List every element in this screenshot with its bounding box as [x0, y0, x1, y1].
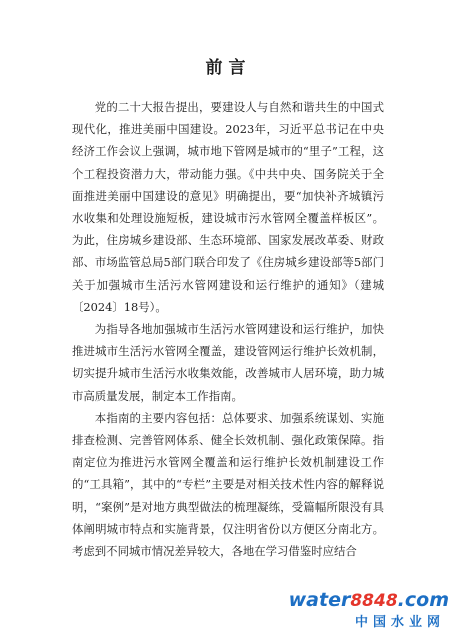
- paragraph-1: 党的二十大报告提出，要建设人与自然和谐共生的中国式现代化，推进美丽中国建设。2023年，习近平总书记在中央经济工作会议上强调，城市地下管网是城市的“里子”工程，这个工程投资潜力大，带动能力强。《中共中央、国务院关于全面推进美丽中国建设的意见》明确提出，要“加快补齐城镇污水收集和处理设施短板，建设城市污水管网全覆盖样板区”。为此，住房城乡建设部、生态环境部、国家发展改革委、财政部、市场监管总局5部门联合印发了《住房城乡建设部等5部门关于加强城市生活污水管网建设和运行维护的通知》（建城〔2024〕18号）。: [72, 100, 384, 314]
- paragraph-3: 本指南的主要内容包括：总体要求、加强系统谋划、实施排查检测、完善管网体系、健全长效机制、强化政策保障。指南定位为推进污水管网全覆盖和运行维护长效机制建设工作的“工具箱”，其中的“专栏”主要是对相关技术性内容的解释说明，“案例”是对地方典型做法的梳理凝练，受篇幅所限没有具体阐明城市特点和实施背景，仅注明省份以方便区分南北方。考虑到不同城市情况差异较大，各地在学习借鉴时应结合: [72, 410, 384, 559]
- watermark-brand-number: 8848: [350, 591, 398, 611]
- watermark-subtitle: 中国水业网: [354, 615, 445, 630]
- page-title: 前言: [205, 58, 252, 78]
- paragraph-2: 为指导各地加强城市生活污水管网建设和运行维护，加快推进城市生活污水管网全覆盖，建设管网运行维护长效机制，切实提升城市生活污水收集效能，改善城市人居环境，助力城市高质量发展，制定本工作指南。: [72, 322, 384, 403]
- site-watermark: [288, 589, 449, 630]
- watermark-brand-suffix: .com: [397, 589, 449, 611]
- watermark-brand-word: water: [288, 589, 351, 611]
- body-text: [72, 96, 384, 562]
- watermark-logo: [289, 589, 449, 611]
